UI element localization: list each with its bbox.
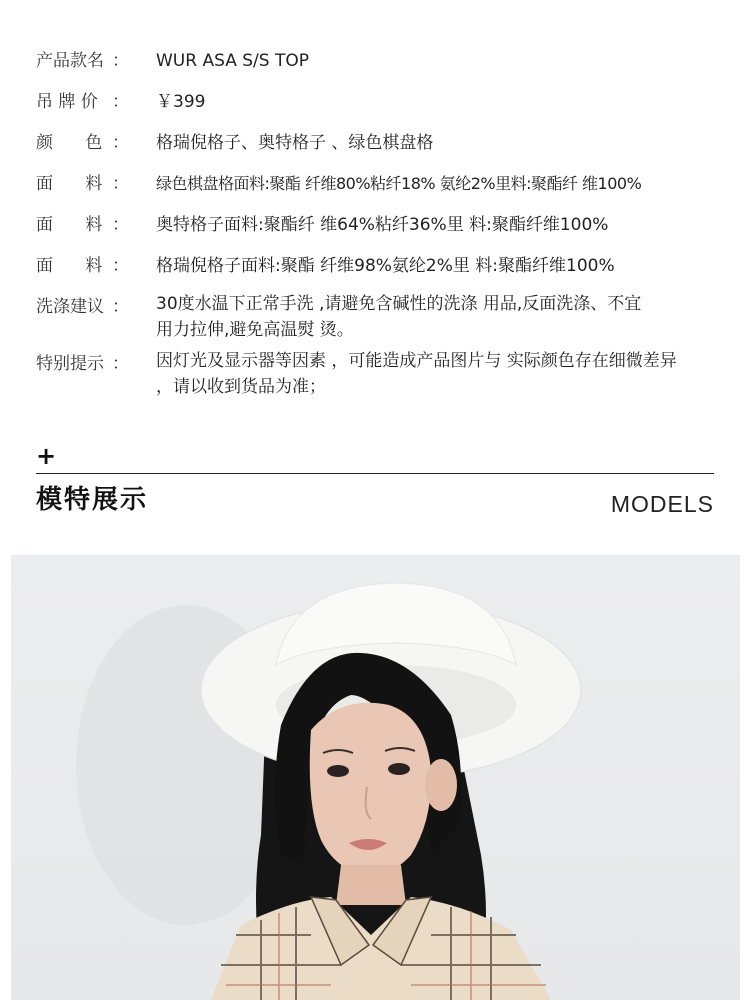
spec-colon: ： <box>112 215 129 235</box>
spec-label: 面 料 <box>36 215 103 235</box>
spec-colon: ： <box>112 174 129 194</box>
spec-colon: ： <box>112 133 129 153</box>
spec-label: 特别提示 <box>36 354 104 374</box>
spec-label: 吊 牌 价 <box>36 92 98 112</box>
spec-value-line: ，请以收到货品为准； <box>156 377 326 397</box>
spec-value: 格瑞倪格子面料:聚酯 纤维98%氨纶2%里 料:聚酯纤维100% <box>156 256 615 276</box>
spec-value: 奥特格子面料:聚酯纤 维64%粘纤36%里 料:聚酯纤维100% <box>156 215 609 235</box>
spec-value-line: 30度水温下正常手洗 ,请避免含碱性的洗涤 用品,反面洗涤、不宜 <box>156 294 642 314</box>
spec-label: 面 料 <box>36 174 103 194</box>
section-title: 模特展示 <box>36 485 149 515</box>
spec-value <box>156 291 716 343</box>
model-photo <box>11 555 740 1000</box>
spec-value-line: 因灯光及显示器等因素 ，可能造成产品图片与 实际颜色存在细微差异 <box>156 351 677 371</box>
spec-value <box>156 348 716 400</box>
spec-label: 面 料 <box>36 256 103 276</box>
spec-colon: ： <box>112 354 129 374</box>
model-photo-illustration <box>11 555 740 1000</box>
spec-label: 产品款名 <box>36 51 104 71</box>
section-divider <box>36 473 714 474</box>
spec-colon: ： <box>112 297 129 317</box>
spec-value: 绿色棋盘格面料:聚酯 纤维80%粘纤18% 氨纶2%里料:聚酯纤 维100% <box>156 174 642 193</box>
spec-value: ￥399 <box>156 92 206 112</box>
spec-value-line: 用力拉伸,避免高温熨 烫。 <box>156 320 354 340</box>
spec-value: WUR ASA S/S TOP <box>156 51 309 71</box>
section-subtitle: MODELS <box>610 491 714 517</box>
spec-colon: ： <box>112 51 129 71</box>
spec-colon: ： <box>112 92 129 112</box>
spec-colon: ： <box>112 256 129 276</box>
plus-icon: + <box>36 442 57 470</box>
spec-value: 格瑞倪格子、奥特格子 、绿色棋盘格 <box>156 133 434 153</box>
spec-label: 洗涤建议 <box>36 297 104 317</box>
spec-label: 颜 色 <box>36 133 103 153</box>
